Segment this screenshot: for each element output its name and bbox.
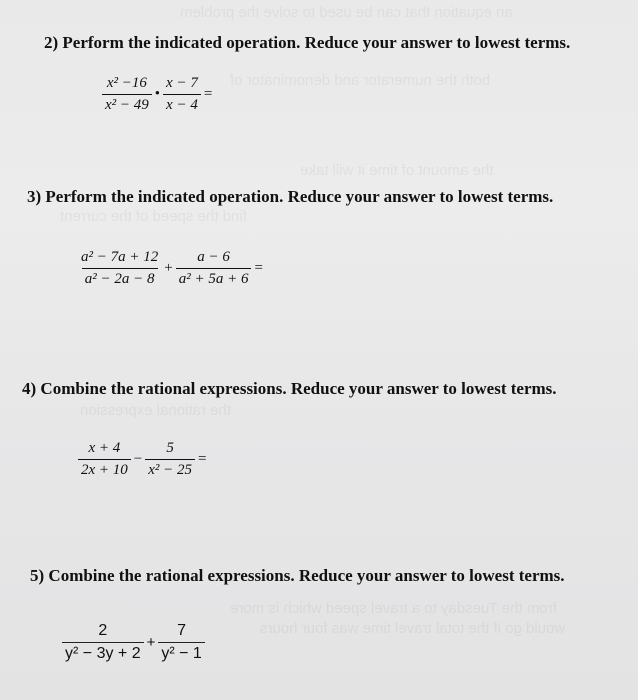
fraction-1 xyxy=(78,249,161,288)
fraction-2 xyxy=(163,75,201,114)
multiply-operator: • xyxy=(154,86,161,102)
bleed-through-text: would go if the total travel time was four hours xyxy=(260,620,566,637)
problem-3-heading: 3) Perform the indicated operation. Reduce your answer to lowest terms. xyxy=(27,187,554,206)
denominator: x² − 25 xyxy=(145,459,195,479)
bleed-through-text: both the numerator and denominator of xyxy=(230,72,491,89)
bleed-through-text: find the speed of the current xyxy=(60,208,247,225)
bleed-through-text: the amount of time it will take xyxy=(300,162,494,179)
minus-operator: − xyxy=(133,451,143,467)
problem-3-expression xyxy=(76,249,264,288)
bleed-through-text: from the Tuesday to a travel speed which is more xyxy=(230,600,557,617)
denominator: a² − 2a − 8 xyxy=(82,268,158,288)
fraction-1 xyxy=(78,440,131,479)
fraction-2 xyxy=(158,622,204,663)
denominator: 2x + 10 xyxy=(78,459,131,479)
denominator: x − 4 xyxy=(163,94,201,114)
bleed-through-text: an equation that can be used to solve the problem xyxy=(180,4,513,21)
numerator: x² −16 xyxy=(106,75,147,91)
numerator: 5 xyxy=(166,440,174,456)
problem-5-expression xyxy=(60,622,207,663)
fraction-1 xyxy=(102,75,152,114)
problem-4-heading: 4) Combine the rational expressions. Reduce your answer to lowest terms. xyxy=(22,379,557,398)
numerator: x − 7 xyxy=(166,75,198,91)
fraction-2 xyxy=(176,249,252,288)
fraction-2 xyxy=(145,440,195,479)
problem-5-heading: 5) Combine the rational expressions. Reduce your answer to lowest terms. xyxy=(30,566,565,585)
numerator: 2 xyxy=(98,622,108,639)
equals-sign: = xyxy=(203,86,213,102)
denominator: y² − 3y + 2 xyxy=(62,642,144,663)
equals-sign: = xyxy=(198,451,207,467)
fraction-1 xyxy=(62,622,144,663)
denominator: y² − 1 xyxy=(158,642,204,663)
numerator: 7 xyxy=(177,622,187,639)
problem-4-expression xyxy=(76,440,208,479)
denominator: x² − 49 xyxy=(102,94,152,114)
equals-sign: = xyxy=(254,260,263,276)
plus-operator: + xyxy=(146,634,156,651)
problem-2-expression xyxy=(100,75,213,114)
numerator: x + 4 xyxy=(88,440,121,456)
bleed-through-text: the rational expression xyxy=(80,402,231,419)
numerator: a − 6 xyxy=(197,249,230,265)
problem-2-heading: 2) Perform the indicated operation. Reduce your answer to lowest terms. xyxy=(44,33,571,52)
denominator: a² + 5a + 6 xyxy=(176,268,252,288)
plus-operator: + xyxy=(164,260,173,276)
numerator: a² − 7a + 12 xyxy=(81,249,159,265)
